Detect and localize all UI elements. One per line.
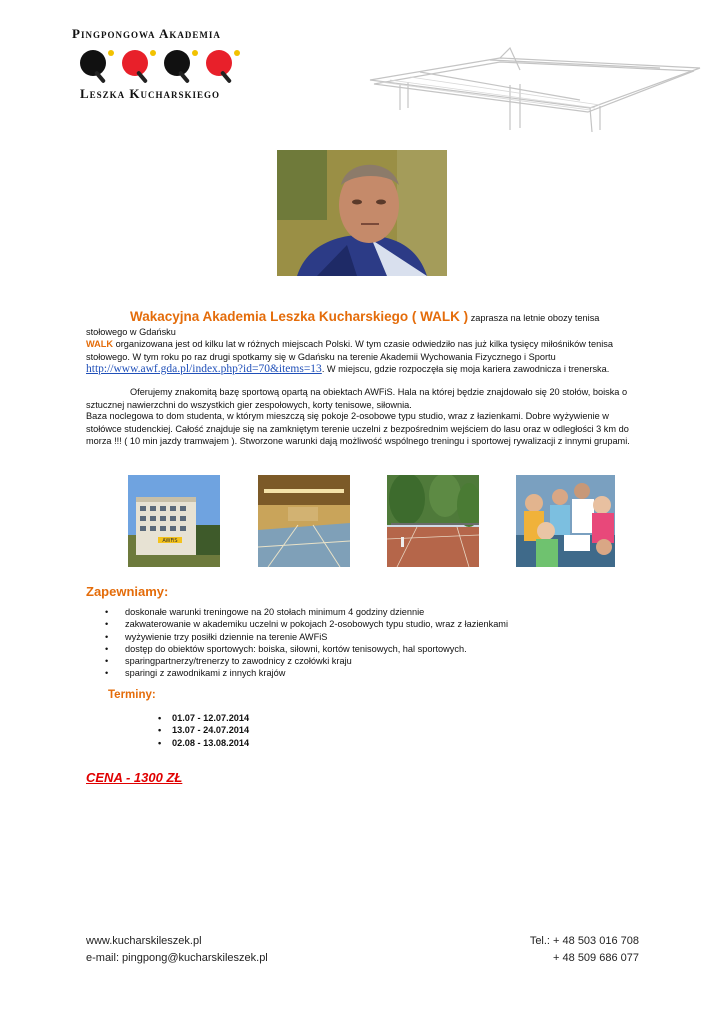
awf-link[interactable]: http://www.awf.gda.pl/index.php?id=70&items=13 (86, 363, 322, 375)
list-item: • zakwaterowanie w akademiku uczelni w pokojach 2-osobowych typu studio, wraz z łazienkami (105, 618, 508, 630)
intro-paragraph-2 (86, 386, 642, 411)
ball-icon (234, 50, 240, 56)
list-item: • sparingi z zawodnikami z innych krajów (105, 667, 508, 679)
list-item: • 01.07 - 12.07.2014 (158, 712, 249, 724)
list-item: • sparingpartnerzy/trenerzy to zawodnicy z czołówki kraju (105, 655, 508, 667)
terminy-list (158, 712, 249, 749)
logo-title-top: Pingpongowa Akademia (72, 26, 221, 41)
intro-heading-line (86, 309, 646, 326)
terminy-heading: Terminy: (108, 689, 156, 701)
phone-1: Tel.: + 48 503 016 708 (529, 935, 639, 947)
portrait-photo (277, 150, 447, 276)
ball-icon (150, 50, 156, 56)
list-item: • 02.08 - 13.08.2014 (158, 737, 249, 749)
logo-title-bottom: Leszka Kucharskiego (80, 86, 221, 101)
para1-text-a: organizowana jest od kilku lat w różnych miejscach Polski. W tym czasie odwiedziło nas już kilka tysięcy miłośników tenisa stołowego. W tym roku po raz drugi spotkamy się w Gdańsku na terenie Akademii Wychowania Fizycznego i Sportu (86, 339, 613, 362)
website-link[interactable]: www.kucharskileszek.pl (86, 935, 202, 947)
intro-title: Wakacyjna Akademia Leszka Kucharskiego ( WALK ) (130, 309, 469, 324)
para2-text: Oferujemy znakomitą bazę sportową opartą na obiektach AWFiS. Hala na której będzie znajdowało się 20 stołów, boiska o sztucznej nawierzchni do wszystkich gier zespołowych, korty tenisowe, siłownia. (86, 387, 628, 410)
list-item: • wyżywienie trzy posiłki dziennie na terenie AWFiS (105, 631, 508, 643)
intro-paragraph-3: Baza noclegowa to dom studenta, w którym mieszczą się pokoje 2-osobowe typu studio, wraz z łazienkami. Dobre wyżywienie w stołówce studenckiej. Całość znajduje się na zamkniętym terenie uczelni z bezpośrednim wejściem do lasu oraz w odległości 3 km do morza !!! ( 10 min jazdy tramwajem ). Stworzone warunki dają możliwość wspólnego treningu i sportowej rywalizacji z innymi grupami. (86, 411, 630, 446)
list-item: • doskonałe warunki treningowe na 20 stołach minimum 4 godziny dziennie (105, 606, 508, 618)
tennis-courts-photo (387, 475, 479, 567)
list-item: • 13.07 - 24.07.2014 (158, 724, 249, 736)
red-paddle-icon (122, 50, 148, 76)
list-item: • dostęp do obiektów sportowych: boiska, siłowni, kortów tenisowych, hal sportowych. (105, 643, 508, 655)
kids-group-photo (516, 475, 615, 567)
zapewniamy-list (105, 606, 508, 680)
price-label: CENA - 1300 ZŁ (86, 770, 183, 785)
black-paddle-icon (164, 50, 190, 76)
sports-hall-photo (258, 475, 350, 567)
ball-icon (108, 50, 114, 56)
ping-pong-table-sketch (360, 40, 705, 135)
para1-text-b: . W miejscu, gdzie rozpoczęła się moja kariera zawodnicza i trenerska. (321, 364, 610, 374)
zapewniamy-heading: Zapewniamy: (86, 584, 169, 599)
phone-2: + 48 509 686 077 (553, 952, 639, 964)
walk-label: WALK (86, 339, 114, 349)
logo-paddles (76, 46, 256, 86)
intro-title-tail: zaprasza na letnie obozy tenisa (470, 313, 600, 323)
ball-icon (192, 50, 198, 56)
dormitory-photo (128, 475, 220, 567)
black-paddle-icon (80, 50, 106, 76)
building-sign: AWFiS (162, 538, 178, 544)
intro-paragraph-1 (86, 338, 632, 376)
email-text: e-mail: pingpong@kucharskileszek.pl (86, 952, 268, 964)
intro-line-2: stołowego w Gdańsku (86, 327, 176, 337)
red-paddle-icon (206, 50, 232, 76)
